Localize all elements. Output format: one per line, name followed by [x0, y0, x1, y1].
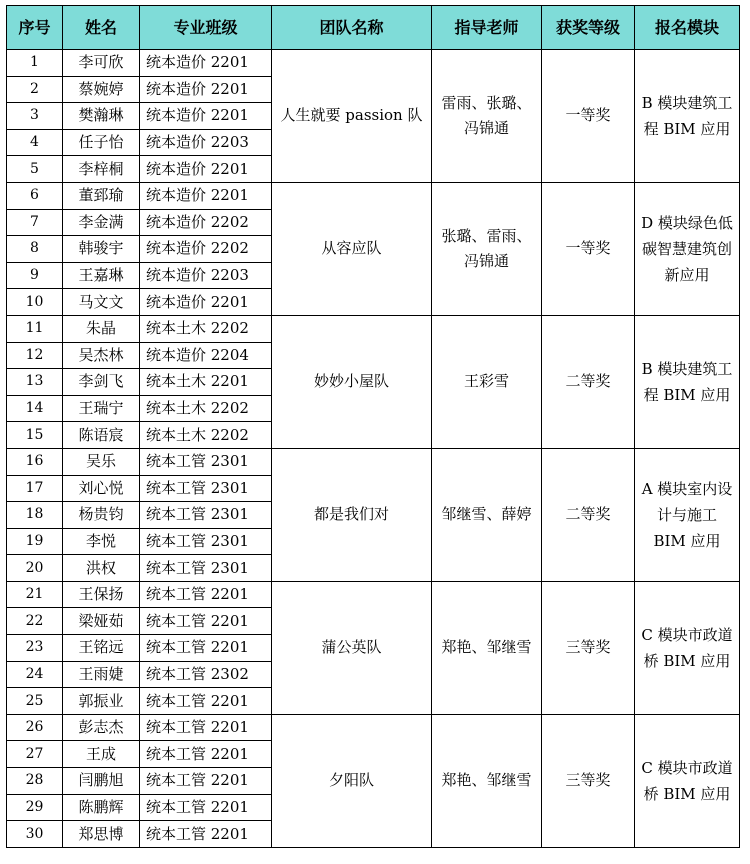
member-class: 统本工管 2201: [140, 794, 272, 821]
entry-module: A 模块室内设计与施工 BIM 应用: [635, 448, 740, 581]
award-level: 三等奖: [542, 581, 635, 714]
entry-module: D 模块绿色低碳智慧建筑创新应用: [635, 182, 740, 315]
member-name: 吴杰林: [63, 342, 140, 369]
member-class: 统本造价 2202: [140, 209, 272, 236]
header-name: 姓名: [63, 6, 140, 50]
header-class: 专业班级: [140, 6, 272, 50]
member-class: 统本造价 2201: [140, 156, 272, 183]
member-name: 王铭远: [63, 635, 140, 662]
member-class: 统本造价 2201: [140, 103, 272, 130]
member-class: 统本工管 2201: [140, 688, 272, 715]
row-number: 8: [7, 236, 63, 263]
member-name: 王瑞宁: [63, 395, 140, 422]
row-number: 20: [7, 555, 63, 582]
row-number: 27: [7, 741, 63, 768]
row-number: 11: [7, 315, 63, 342]
member-name: 李金满: [63, 209, 140, 236]
member-class: 统本工管 2201: [140, 635, 272, 662]
header-team: 团队名称: [272, 6, 432, 50]
header-award: 获奖等级: [542, 6, 635, 50]
row-number: 1: [7, 50, 63, 77]
member-name: 樊瀚琳: [63, 103, 140, 130]
member-name: 洪权: [63, 555, 140, 582]
header-no: 序号: [7, 6, 63, 50]
row-number: 18: [7, 502, 63, 529]
member-name: 吴乐: [63, 448, 140, 475]
table-row: [7, 581, 740, 608]
member-class: 统本土木 2201: [140, 369, 272, 396]
member-class: 统本工管 2301: [140, 448, 272, 475]
member-class: 统本工管 2201: [140, 714, 272, 741]
row-number: 10: [7, 289, 63, 316]
member-class: 统本工管 2201: [140, 768, 272, 795]
member-name: 郭振业: [63, 688, 140, 715]
advisors: 张璐、雷雨、冯锦通: [432, 182, 542, 315]
member-class: 统本工管 2201: [140, 741, 272, 768]
row-number: 14: [7, 395, 63, 422]
member-name: 董郅瑜: [63, 182, 140, 209]
member-name: 王雨婕: [63, 661, 140, 688]
team-name: 都是我们对: [272, 448, 432, 581]
member-name: 王嘉琳: [63, 262, 140, 289]
advisors: 雷雨、张璐、冯锦通: [432, 50, 542, 183]
member-class: 统本工管 2301: [140, 555, 272, 582]
member-class: 统本土木 2202: [140, 395, 272, 422]
entry-module: B 模块建筑工程 BIM 应用: [635, 315, 740, 448]
row-number: 7: [7, 209, 63, 236]
row-number: 17: [7, 475, 63, 502]
row-number: 13: [7, 369, 63, 396]
award-level: 二等奖: [542, 448, 635, 581]
header-module: 报名模块: [635, 6, 740, 50]
award-level: 二等奖: [542, 315, 635, 448]
member-name: 李梓桐: [63, 156, 140, 183]
member-name: 任子怡: [63, 129, 140, 156]
member-class: 统本土木 2202: [140, 422, 272, 449]
award-table: [6, 5, 740, 848]
member-class: 统本造价 2203: [140, 129, 272, 156]
row-number: 21: [7, 581, 63, 608]
row-number: 19: [7, 528, 63, 555]
member-class: 统本造价 2204: [140, 342, 272, 369]
row-number: 4: [7, 129, 63, 156]
advisors: 郑艳、邹继雪: [432, 581, 542, 714]
advisors: 邹继雪、薛婷: [432, 448, 542, 581]
row-number: 12: [7, 342, 63, 369]
row-number: 6: [7, 182, 63, 209]
member-name: 梁娅茹: [63, 608, 140, 635]
member-class: 统本工管 2301: [140, 528, 272, 555]
row-number: 28: [7, 768, 63, 795]
row-number: 22: [7, 608, 63, 635]
award-level: 一等奖: [542, 50, 635, 183]
table-row: [7, 315, 740, 342]
row-number: 23: [7, 635, 63, 662]
member-name: 蔡婉婷: [63, 76, 140, 103]
row-number: 5: [7, 156, 63, 183]
member-name: 陈鹏辉: [63, 794, 140, 821]
member-name: 马文文: [63, 289, 140, 316]
entry-module: C 模块市政道桥 BIM 应用: [635, 714, 740, 847]
row-number: 2: [7, 76, 63, 103]
member-name: 李可欣: [63, 50, 140, 77]
header-teachers: 指导老师: [432, 6, 542, 50]
member-name: 杨贵钧: [63, 502, 140, 529]
member-name: 朱晶: [63, 315, 140, 342]
member-name: 韩骏宇: [63, 236, 140, 263]
table-row: [7, 714, 740, 741]
member-class: 统本工管 2301: [140, 475, 272, 502]
team-name: 妙妙小屋队: [272, 315, 432, 448]
header-row: [7, 6, 740, 50]
member-class: 统本工管 2201: [140, 821, 272, 848]
member-class: 统本造价 2202: [140, 236, 272, 263]
member-class: 统本土木 2202: [140, 315, 272, 342]
member-name: 李悦: [63, 528, 140, 555]
table-row: [7, 182, 740, 209]
member-class: 统本工管 2301: [140, 502, 272, 529]
member-class: 统本工管 2201: [140, 581, 272, 608]
member-class: 统本造价 2201: [140, 289, 272, 316]
award-level: 三等奖: [542, 714, 635, 847]
team-name: 夕阳队: [272, 714, 432, 847]
table-body: [7, 50, 740, 848]
table-row: [7, 448, 740, 475]
entry-module: B 模块建筑工程 BIM 应用: [635, 50, 740, 183]
row-number: 29: [7, 794, 63, 821]
row-number: 25: [7, 688, 63, 715]
team-name: 蒲公英队: [272, 581, 432, 714]
row-number: 24: [7, 661, 63, 688]
member-class: 统本工管 2302: [140, 661, 272, 688]
member-name: 刘心悦: [63, 475, 140, 502]
award-level: 一等奖: [542, 182, 635, 315]
member-class: 统本造价 2201: [140, 182, 272, 209]
row-number: 16: [7, 448, 63, 475]
member-class: 统本造价 2201: [140, 50, 272, 77]
member-name: 郑思博: [63, 821, 140, 848]
entry-module: C 模块市政道桥 BIM 应用: [635, 581, 740, 714]
member-name: 王成: [63, 741, 140, 768]
member-class: 统本造价 2203: [140, 262, 272, 289]
member-name: 彭志杰: [63, 714, 140, 741]
row-number: 30: [7, 821, 63, 848]
table-row: [7, 50, 740, 77]
member-name: 李剑飞: [63, 369, 140, 396]
row-number: 26: [7, 714, 63, 741]
member-name: 陈语宸: [63, 422, 140, 449]
member-class: 统本工管 2201: [140, 608, 272, 635]
advisors: 王彩雪: [432, 315, 542, 448]
member-class: 统本造价 2201: [140, 76, 272, 103]
row-number: 3: [7, 103, 63, 130]
member-name: 王保扬: [63, 581, 140, 608]
advisors: 郑艳、邹继雪: [432, 714, 542, 847]
row-number: 15: [7, 422, 63, 449]
row-number: 9: [7, 262, 63, 289]
team-name: 从容应队: [272, 182, 432, 315]
team-name: 人生就要 passion 队: [272, 50, 432, 183]
member-name: 闫鹏旭: [63, 768, 140, 795]
